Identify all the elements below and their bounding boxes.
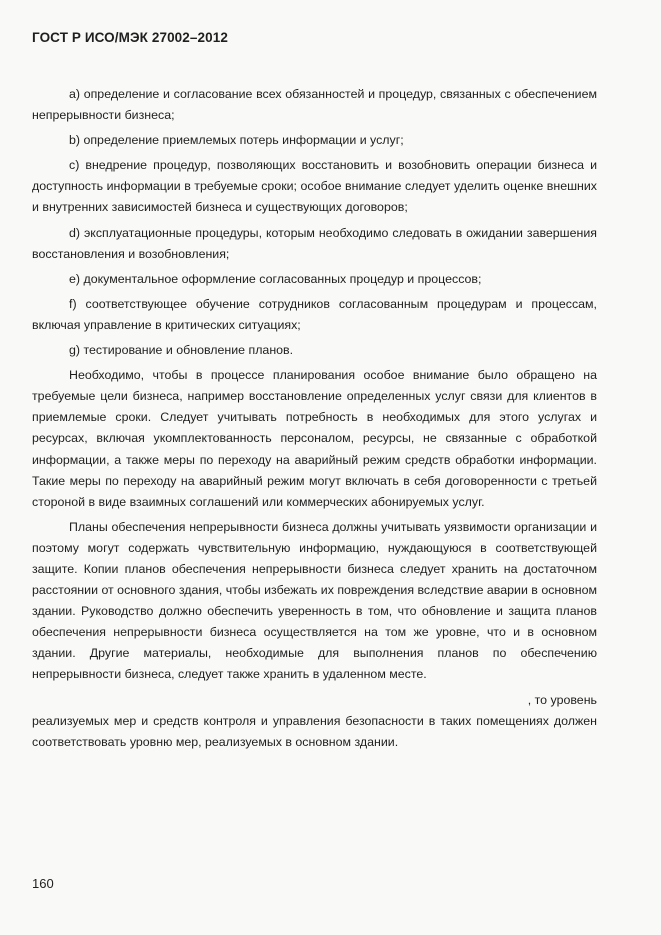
list-item-e: e) документальное оформление согласованных процедур и процессов; (69, 271, 482, 286)
final-paragraph-first-line: , то уровень (527, 692, 597, 707)
paragraph-planning: Необходимо, чтобы в процессе планирования особое внимание было обращено на требуемые цели бизнеса, например восстановление определенных услуг связи для клиентов в приемлемые сроки. Следует учитывать потребность в необходимых для этого услугах и ресурсах, включая укомплектованность персоналом, ресурсы, не связанные с обработкой информации, а также меры по переходу на аварийный режим средств обработки информации. Такие меры по переходу на аварийный режим могут включать в себя договоренности с третьей стороной в виде взаимных соглашений или коммерческих абонируемых услуг. (32, 368, 597, 509)
list-item-g: g) тестирование и обновление планов. (69, 343, 294, 358)
list-item-b: b) определение приемлемых потерь информации и услуг; (69, 133, 404, 148)
list-item-d: d) эксплуатационные процедуры, которым необходимо следовать в ожидании завершения восстановления и возобновления; (32, 225, 597, 261)
list-item-a: a) определение и согласование всех обязанностей и процедур, связанных с обеспечением непрерывности бизнеса; (32, 87, 597, 123)
paragraph-plans-storage: Планы обеспечения непрерывности бизнеса должны учитывать уязвимости организации и поэтому могут содержать чувствительную информацию, нуждающуюся в соответствующей защите. Копии планов обеспечения непрерывности бизнеса следует хранить на достаточном расстоянии от основного здания, чтобы избежать их повреждения вследствие аварии в основном здании. Руководство должно обеспечить уверенность в том, что обновление и защита планов обеспечения непрерывности бизнеса осуществляется на том же уровне, что и в основном здании. Другие материалы, необходимые для выполнения планов по обеспечению непрерывности бизнеса, следует также хранить в удаленном месте. (32, 519, 597, 682)
list-item-f: f) соответствующее обучение сотрудников согласованным процедурам и процессам, включая управление в критических ситуациях; (32, 296, 597, 332)
document-header: ГОСТ Р ИСО/МЭК 27002–2012 (32, 30, 228, 45)
page-body (32, 84, 597, 753)
page-number: 160 (32, 876, 54, 891)
final-paragraph-rest: реализуемых мер и средств контроля и управления безопасности в таких помещениях должен соответствовать уровню мер, реализуемых в основном здании. (32, 713, 597, 749)
list-item-c: c) внедрение процедур, позволяющих восстановить и возобновить операции бизнеса и доступность информации в требуемые сроки; особое внимание следует уделить оценке внешних и внутренних зависимостей бизнеса и существующих договоров; (32, 158, 597, 215)
